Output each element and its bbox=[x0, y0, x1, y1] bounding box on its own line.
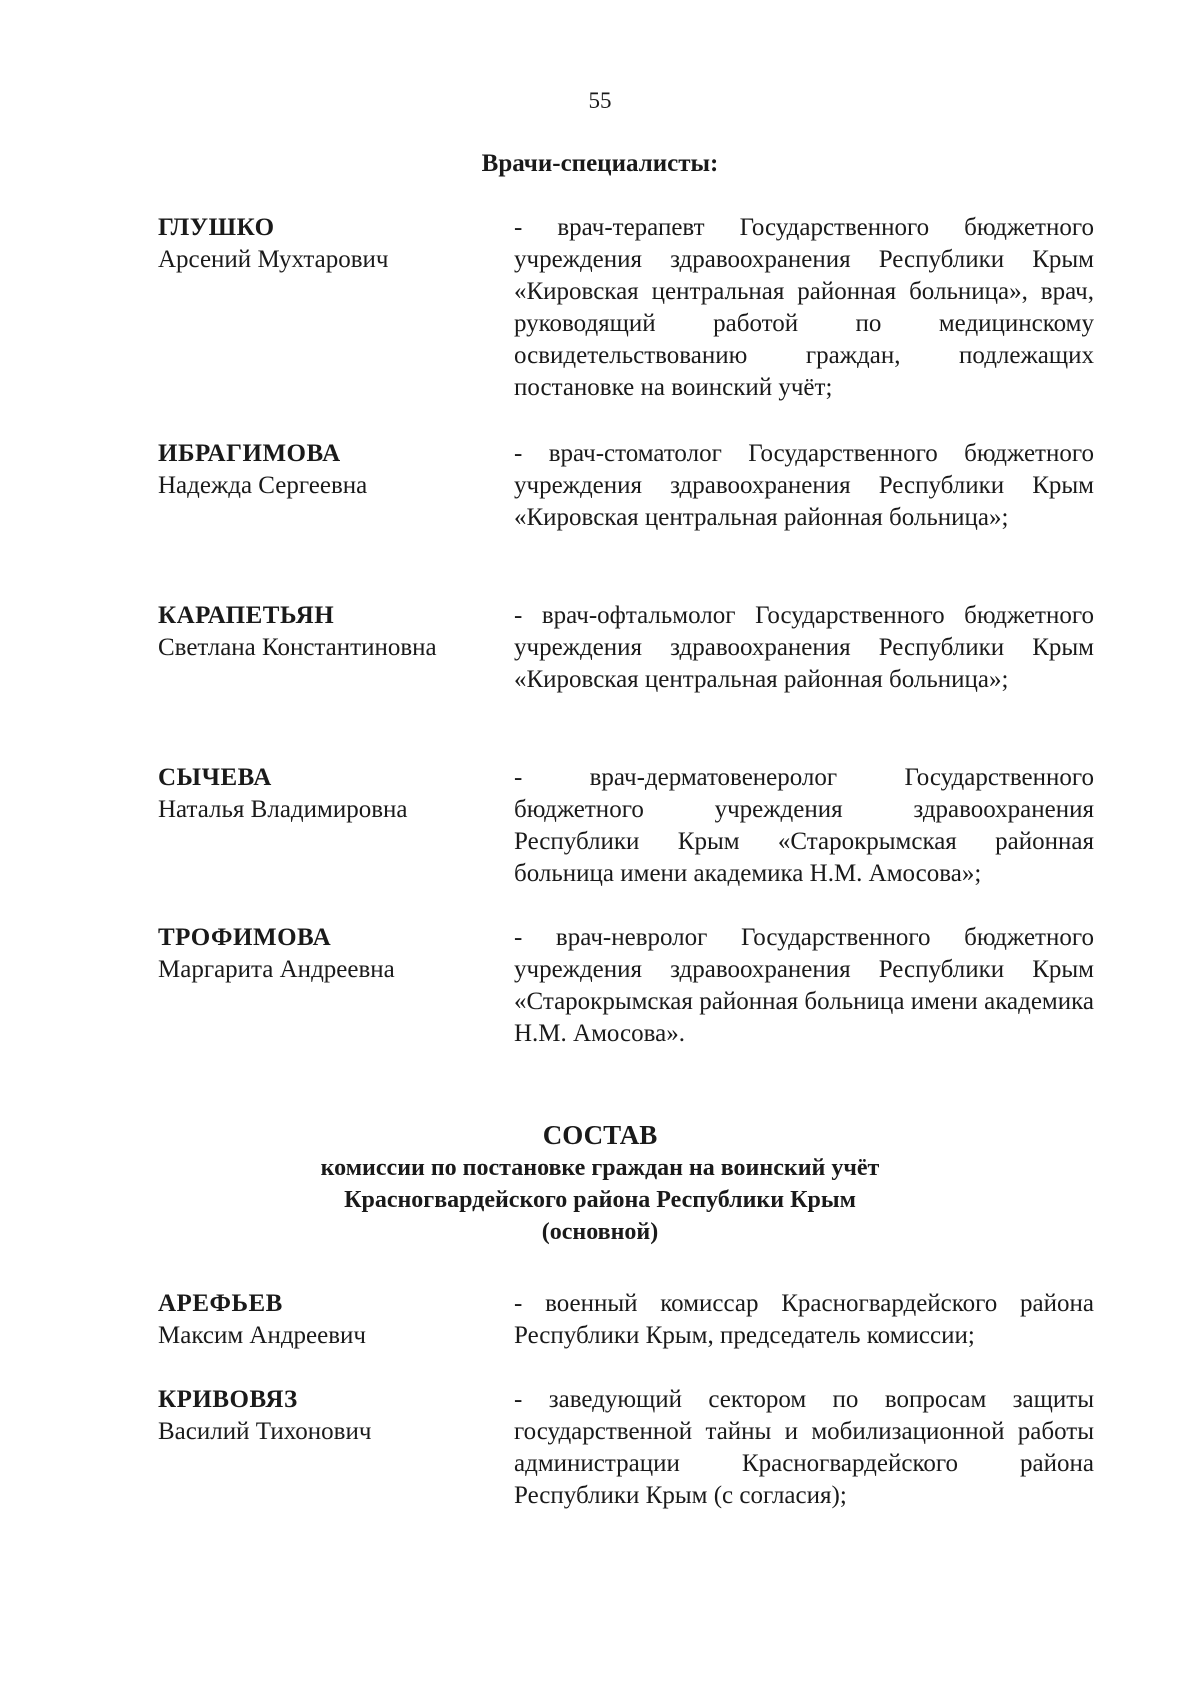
person-name-block bbox=[158, 212, 518, 276]
person-role: - врач-стоматолог Государственного бюджетного учреждения здравоохранения Республики Крым «Кировская центральная районная больница»; bbox=[514, 440, 1094, 531]
person-surname: КАРАПЕТЬЯН bbox=[158, 602, 335, 629]
person-role: - врач-терапевт Государственного бюджетного учреждения здравоохранения Республики Крым «Кировская центральная районная больница», врач, руководящий работой по медицинскому освидетельствованию граждан, подлежащих постановке на воинский учёт; bbox=[514, 214, 1094, 401]
person-given-names: Маргарита Андреевна bbox=[158, 956, 395, 983]
person-surname: СЫЧЕВА bbox=[158, 764, 272, 791]
composition-title: СОСТАВ bbox=[542, 1120, 658, 1150]
composition-subtitle-line: (основной) bbox=[541, 1219, 659, 1245]
person-surname: ИБРАГИМОВА bbox=[158, 440, 341, 467]
person-role: - врач-дерматовенеролог Государственного бюджетного учреждения здравоохранения Республики Крым «Старокрымская районная больница имени академика Н.М. Амосова»; bbox=[514, 764, 1094, 887]
person-role: - врач-невролог Государственного бюджетного учреждения здравоохранения Республики Крым «Старокрымская районная больница имени академика Н.М. Амосова». bbox=[514, 924, 1094, 1047]
person-role: - врач-офтальмолог Государственного бюджетного учреждения здравоохранения Республики Крым «Кировская центральная районная больница»; bbox=[514, 602, 1094, 693]
composition-heading bbox=[0, 1118, 1200, 1248]
person-given-names: Надежда Сергеевна bbox=[158, 472, 368, 499]
person-surname: ГЛУШКО bbox=[158, 214, 275, 241]
person-name-block bbox=[158, 922, 518, 986]
person-given-names: Василий Тихонович bbox=[158, 1418, 372, 1445]
person-surname: АРЕФЬЕВ bbox=[158, 1290, 283, 1317]
section-heading: Врачи-специалисты: bbox=[481, 150, 719, 177]
person-given-names: Арсений Мухтарович bbox=[158, 246, 389, 273]
person-surname: ТРОФИМОВА bbox=[158, 924, 332, 951]
person-name-block bbox=[158, 600, 518, 664]
person-surname: КРИВОВЯЗ bbox=[158, 1386, 298, 1413]
composition-subtitle-line: Красногвардейского района Республики Крым bbox=[344, 1187, 856, 1213]
person-name-block bbox=[158, 438, 518, 502]
page-number: 55 bbox=[588, 88, 612, 113]
person-given-names: Наталья Владимировна bbox=[158, 796, 408, 823]
person-given-names: Максим Андреевич bbox=[158, 1322, 366, 1349]
person-role: - военный комиссар Красногвардейского района Республики Крым, председатель комиссии; bbox=[514, 1290, 1094, 1349]
person-given-names: Светлана Константиновна bbox=[158, 634, 437, 661]
person-name-block bbox=[158, 1288, 518, 1352]
composition-subtitle-line: комиссии по постановке граждан на воинский учёт bbox=[320, 1155, 880, 1181]
person-name-block bbox=[158, 762, 518, 826]
person-name-block bbox=[158, 1384, 518, 1448]
person-role: - заведующий сектором по вопросам защиты государственной тайны и мобилизационной работы администрации Красногвардейского района Республики Крым (с согласия); bbox=[514, 1386, 1094, 1509]
